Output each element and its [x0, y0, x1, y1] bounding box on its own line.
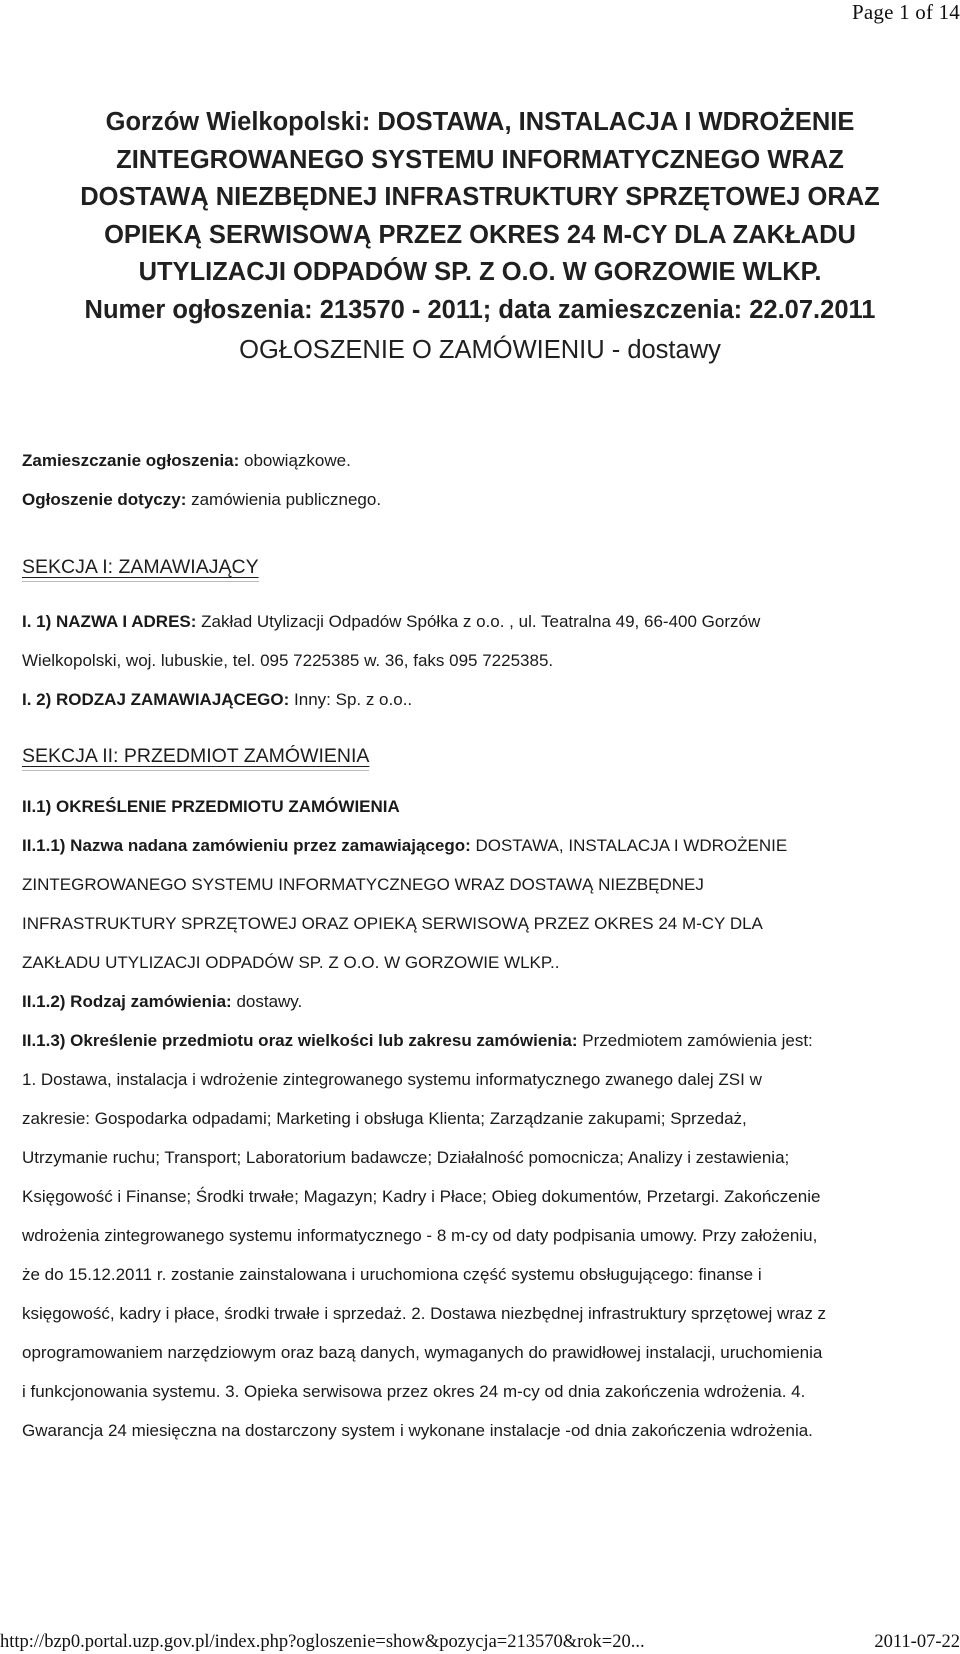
scope-line-1 [22, 1021, 947, 1060]
name-address-value: Zakład Utylizacji Odpadów Spółka z o.o. , ul. Teatralna 49, 66-400 Gorzów [196, 612, 761, 631]
contracting-type-value: Inny: Sp. z o.o.. [289, 690, 413, 709]
scope-line-9: oprogramowaniem narzędziowym oraz bazą danych, wymaganych do prawidłowej instalacji, uruchomienia [22, 1343, 823, 1362]
scope-line-5: Księgowość i Finanse; Środki trwałe; Magazyn; Kadry i Płace; Obieg dokumentów, Przetargi. Zakończenie [22, 1187, 821, 1206]
concerns-line [22, 480, 947, 519]
concerns-value: zamówienia publicznego. [186, 490, 382, 509]
section-1-heading: SEKCJA I: ZAMAWIAJĄCY [22, 554, 259, 582]
title-line-2: ZINTEGROWANEGO SYSTEMU INFORMATYCZNEGO WRAZ [116, 145, 844, 174]
subject-subheading: II.1) OKREŚLENIE PRZEDMIOTU ZAMÓWIENIA [22, 797, 400, 816]
footer-date: 2011-07-22 [874, 1632, 960, 1652]
section-2-heading: SEKCJA II: PRZEDMIOT ZAMÓWIENIA [22, 743, 369, 771]
notice-number-line: Numer ogłoszenia: 213570 - 2011; data zamieszczenia: 22.07.2011 [84, 295, 876, 324]
scope-label: II.1.3) Określenie przedmiotu oraz wielkości lub zakresu zamówienia: [22, 1031, 578, 1050]
title-line-3: DOSTAWĄ NIEZBĘDNEJ INFRASTRUKTURY SPRZĘTOWEJ ORAZ [80, 183, 880, 211]
contracting-type-label: I. 2) RODZAJ ZAMAWIAJĄCEGO: [22, 690, 290, 709]
order-name-value: DOSTAWA, INSTALACJA I WDROŻENIE [470, 836, 788, 855]
notice-body [22, 441, 947, 1450]
notice-subtitle: OGŁOSZENIE O ZAMÓWIENIU - dostawy [239, 336, 721, 364]
title-line-4: OPIEKĄ SERWISOWĄ PRZEZ OKRES 24 M-CY DLA ZAKŁADU [104, 220, 856, 249]
contracting-type-line [22, 680, 947, 719]
placement-value: obowiązkowe. [239, 451, 351, 470]
name-address-line-2: Wielkopolski, woj. lubuskie, tel. 095 7225385 w. 36, faks 095 7225385. [22, 651, 554, 670]
scope-line-11: Gwarancja 24 miesięczna na dostarczony system i wykonane instalacje -od dnia zakończenia wdrożenia. [22, 1421, 813, 1440]
placement-line [22, 441, 947, 480]
title-line-5: UTYLIZACJI ODPADÓW SP. Z O.O. W GORZOWIE WLKP. [138, 258, 822, 286]
scope-value: Przedmiotem zamówienia jest: [577, 1031, 813, 1050]
order-name-line-4: ZAKŁADU UTYLIZACJI ODPADÓW SP. Z O.O. W GORZOWIE WLKP.. [22, 953, 560, 972]
scope-line-6: wdrożenia zintegrowanego systemu informatycznego - 8 m-cy od daty podpisania umowy. Przy założeniu, [22, 1226, 818, 1245]
concerns-label: Ogłoszenie dotyczy: [22, 490, 187, 509]
name-address-label: I. 1) NAZWA I ADRES: [22, 612, 197, 631]
scope-line-2: 1. Dostawa, instalacja i wdrożenie zintegrowanego systemu informatycznego zwanego dalej ZSI w [22, 1070, 762, 1089]
scope-line-4: Utrzymanie ruchu; Transport; Laboratorium badawcze; Działalność pomocnicza; Analizy i zestawienia; [22, 1148, 790, 1167]
scope-line-8: księgowość, kadry i płace, środki trwałe i sprzedaż. 2. Dostawa niezbędnej infrastruktury sprzętowej wraz z [22, 1304, 827, 1323]
placement-label: Zamieszczanie ogłoszenia: [22, 451, 240, 470]
page-number: Page 1 of 14 [852, 0, 960, 24]
notice-title [40, 104, 920, 370]
scope-line-7: że do 15.12.2011 r. zostanie zainstalowana i uruchomiona część systemu obsługującego: finanse i [22, 1265, 762, 1284]
title-line-1: Gorzów Wielkopolski: DOSTAWA, INSTALACJA I WDROŻENIE [105, 108, 855, 136]
scope-line-10: i funkcjonowania systemu. 3. Opieka serwisowa przez okres 24 m-cy od dnia zakończenia wdrożenia. 4. [22, 1382, 806, 1401]
name-address-line-1 [22, 602, 947, 641]
order-kind-line [22, 982, 947, 1021]
order-kind-label: II.1.2) Rodzaj zamówienia: [22, 992, 232, 1011]
footer-url: http://bzp0.portal.uzp.gov.pl/index.php?ogloszenie=show&pozycja=213570&rok=20... [0, 1632, 645, 1652]
order-name-line-3: INFRASTRUKTURY SPRZĘTOWEJ ORAZ OPIEKĄ SERWISOWĄ PRZEZ OKRES 24 M-CY DLA [22, 914, 763, 933]
order-name-line-2: ZINTEGROWANEGO SYSTEMU INFORMATYCZNEGO WRAZ DOSTAWĄ NIEZBĘDNEJ [22, 875, 704, 894]
order-name-label: II.1.1) Nazwa nadana zamówieniu przez zamawiającego: [22, 836, 471, 855]
order-name-line-1 [22, 826, 947, 865]
scope-line-3: zakresie: Gospodarka odpadami; Marketing i obsługa Klienta; Zarządzanie zakupami; Sprzedaż, [22, 1109, 747, 1128]
order-kind-value: dostawy. [231, 992, 303, 1011]
